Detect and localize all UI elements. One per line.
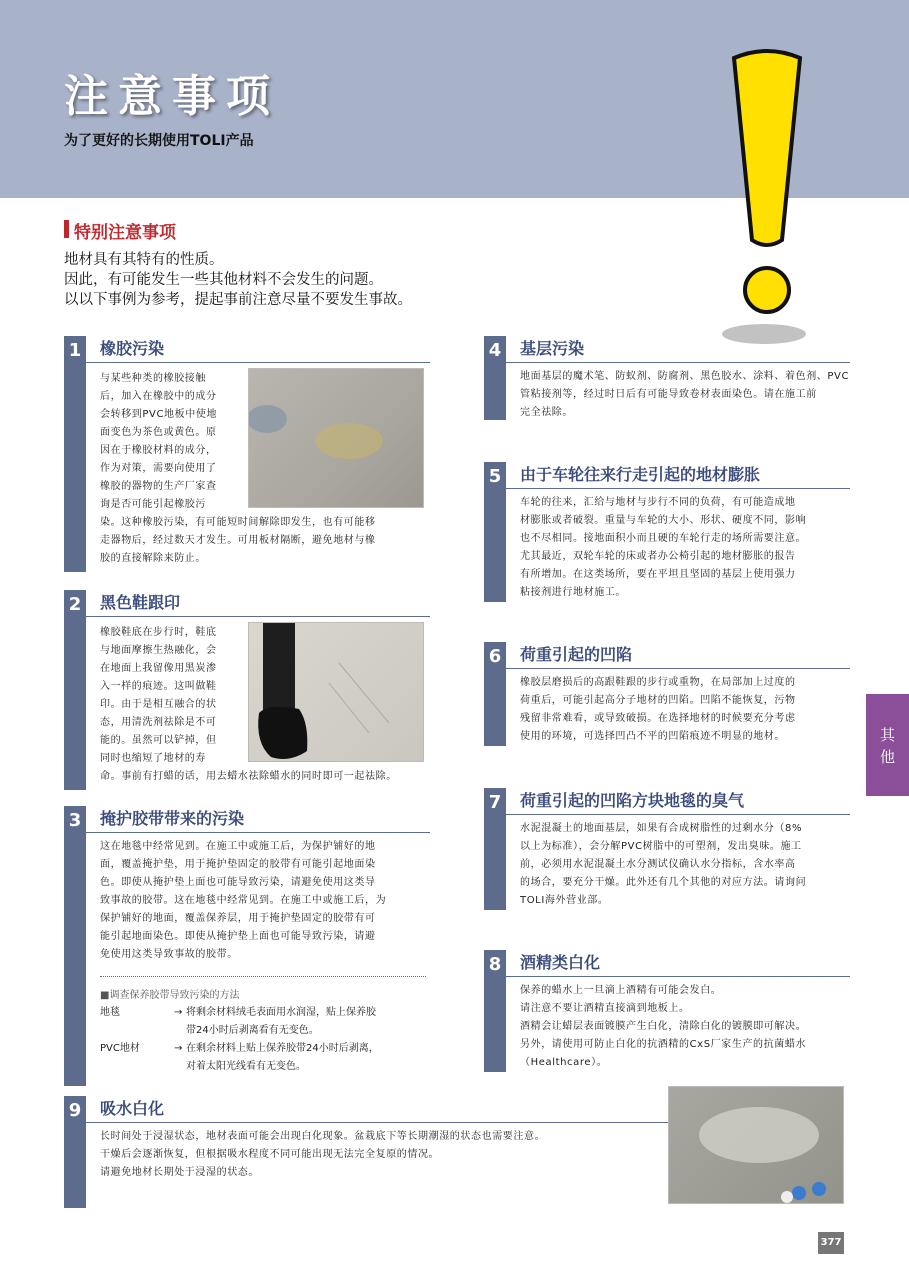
card-rule <box>506 668 850 669</box>
intro-line: 因此，有可能发生一些其他材料不会发生的问题。 <box>64 272 383 288</box>
card-heel-mark <box>64 590 430 790</box>
card-load-dent <box>484 642 850 746</box>
card-body: 车轮的往来，汇给与地材与步行不同的负荷，有可能造成地 材膨胀或者破裂。重量与车轮的大小、形状、硬度不同，影响 也不尽相同。接地面积小而且硬的车轮行走的场所需要注意。 尤其最近，双轮车轮的床或者办公椅引起的地材膨胀的报告 有所增加。在这类场所，要在平坦且坚固的基层上使用强力 粘接剂进行地材施工。 <box>520 497 807 598</box>
card-rule <box>506 814 850 815</box>
card-body: 水泥混凝土的地面基层，如果有合成树脂性的过剩水分（8% 以上为标准），会分解PVC树脂中的可塑剂，发出臭味。施工 前，必须用水泥混凝土水分测试仪确认水分指标，含水率高 的场合，要充分干燥。此外还有几个其他的对应方法。请询问 TOLI海外营业部。 <box>520 823 807 906</box>
card-body-wide: 染。这种橡胶污染，有可能短时间解除即发生，也有可能移 走器物后，经过数天才发生。可用板材隔断，避免地材与橡 胶的直接解除来防止。 <box>100 517 376 564</box>
intro-line: 以以下事例为参考，提起事前注意尽量不要发生事故。 <box>64 292 412 308</box>
card-title: 由于车轮往来行走引起的地材膨胀 <box>520 465 761 484</box>
method-label: 地毯 <box>100 1007 120 1018</box>
card-rule <box>86 832 430 833</box>
method-label: PVC地材 <box>100 1043 140 1054</box>
card-water-whitening <box>64 1096 850 1208</box>
arrow-right-icon: → <box>174 1007 183 1018</box>
card-number: 6 <box>484 642 506 746</box>
card-number: 8 <box>484 950 506 1072</box>
card-number: 1 <box>64 336 86 572</box>
page-subtitle: 为了更好的长期使用TOLI产品 <box>64 133 254 149</box>
method-heading: ■调查保养胶带导致污染的方法 <box>100 990 240 1001</box>
card-body: 橡胶层磨损后的高跟鞋跟的步行或重物，在局部加上过度的 荷重后，可能引起高分子地材的凹陷。凹陷不能恢复，污物 残留非常难看，或导致破损。在选择地材的时候要充分考虑 使用的环境，可选择凹凸不平的凹陷痕迹不明显的地材。 <box>520 677 796 742</box>
method-row <box>100 1040 430 1076</box>
card-title: 基层污染 <box>520 339 585 358</box>
water-whitening-photo <box>668 1086 844 1204</box>
arrow-right-icon: → <box>174 1043 183 1054</box>
card-carpet-odor <box>484 788 850 910</box>
card-alcohol-whitening <box>484 950 850 1072</box>
card-body: 地面基层的魔术笔、防蚁剂、防腐剂、黑色胶水、涂料、着色剂、PVC 管粘接剂等，经过时日后有可能导致卷材表面染色。请在施工前 完全祛除。 <box>520 371 850 418</box>
method-text: 在剩余材料上贴上保养胶带24小时后剥离， 对着太阳光线看有无变色。 <box>186 1043 379 1072</box>
card-number: 9 <box>64 1096 86 1208</box>
card-body: 这在地毯中经常见到。在施工中或施工后，为保护铺好的地 面，覆盖掩护垫，用于掩护垫固定的胶带有可能引起地面染 色。即使从掩护垫上面也可能导致污染，请避免使用这类导 致事故的胶带。这在地毯中经常见到。在施工中或施工后，为 保护铺好的地面，覆盖保养层，用于掩护垫固定的胶带有可 能引起地面染色。即使从掩护垫上面也可能导致污染，请避 免使用这类导致事故的胶带。 <box>100 841 387 960</box>
card-body: 与某些种类的橡胶接触 后，加入在橡胶中的成分 会转移到PVC地板中使地 面变色为茶色或黄色。原 因在于橡胶材料的成分， 作为对策，需要向使用了 橡胶的器物的生产厂家查 询是否可能引起橡胶污 <box>100 373 218 510</box>
card-number: 2 <box>64 590 86 790</box>
card-rule <box>506 976 850 977</box>
card-title: 荷重引起的凹陷 <box>520 645 633 664</box>
card-title: 黑色鞋跟印 <box>100 593 181 612</box>
section-heading: 特别注意事项 <box>64 218 176 243</box>
card-rule <box>506 362 850 363</box>
card-rule <box>86 1122 668 1123</box>
card-number: 4 <box>484 336 506 420</box>
card-body-wide: 命。事前有打蜡的话，用去蜡水祛除蜡水的同时即可一起祛除。 <box>100 771 397 782</box>
page-title: 注意事项 <box>64 71 280 122</box>
intro-line: 地材具有其特有的性质。 <box>64 252 224 268</box>
page-number: 377 <box>818 1232 844 1254</box>
card-title: 掩护胶带带来的污染 <box>100 809 245 828</box>
exclamation-icon <box>722 40 812 360</box>
card-title: 酒精类白化 <box>520 953 601 972</box>
card-body: 保养的蜡水上一旦滴上酒精有可能会发白。 请注意不要让酒精直接滴到地板上。 酒精会让蜡层表面镀膜产生白化，清除白化的镀膜即可解决。 另外，请使用可防止白化的抗酒精的CxS厂家生产的抗菌蜡水 （Healthcare）。 <box>520 985 807 1068</box>
card-tape-stain <box>64 806 430 1086</box>
card-title: 橡胶污染 <box>100 339 165 358</box>
card-body: 橡胶鞋底在步行时，鞋底 与地面摩擦生热融化，会 在地面上我留像用黑炭渗 入一样的痕迹。这叫做鞋 印。由于是相互融合的状 态，用清洗剂祛除是不可 能的。虽然可以铲掉，但 同时也缩短了地材的寿 <box>100 627 217 764</box>
rubber-stain-photo <box>248 368 424 508</box>
card-title: 荷重引起的凹陷方块地毯的臭气 <box>520 791 745 810</box>
side-tab-label: 其他 <box>879 726 895 766</box>
card-body: 长时间处于浸湿状态，地材表面可能会出现白化现象。盆栽底下等长期潮湿的状态也需要注意。 干燥后会逐渐恢复，但根据吸水程度不同可能出现无法完全复原的情况。 请避免地材长期处于浸湿的状态。 <box>100 1131 546 1178</box>
method-row <box>100 1004 430 1040</box>
card-rubber-stain <box>64 336 430 572</box>
card-rule <box>506 488 850 489</box>
divider <box>100 976 426 977</box>
card-base-stain <box>484 336 850 420</box>
card-wheel-swelling <box>484 462 850 602</box>
card-rule <box>86 362 430 363</box>
heel-mark-photo <box>248 622 424 762</box>
side-tab-other[interactable] <box>866 694 909 796</box>
method-text: 将剩余材料绒毛表面用水润湿，贴上保养胶 带24小时后剥离看有无变色。 <box>186 1007 376 1036</box>
card-number: 7 <box>484 788 506 910</box>
intro-text <box>64 250 484 310</box>
card-rule <box>86 616 430 617</box>
card-number: 5 <box>484 462 506 602</box>
card-title: 吸水白化 <box>100 1099 165 1118</box>
card-number: 3 <box>64 806 86 1086</box>
